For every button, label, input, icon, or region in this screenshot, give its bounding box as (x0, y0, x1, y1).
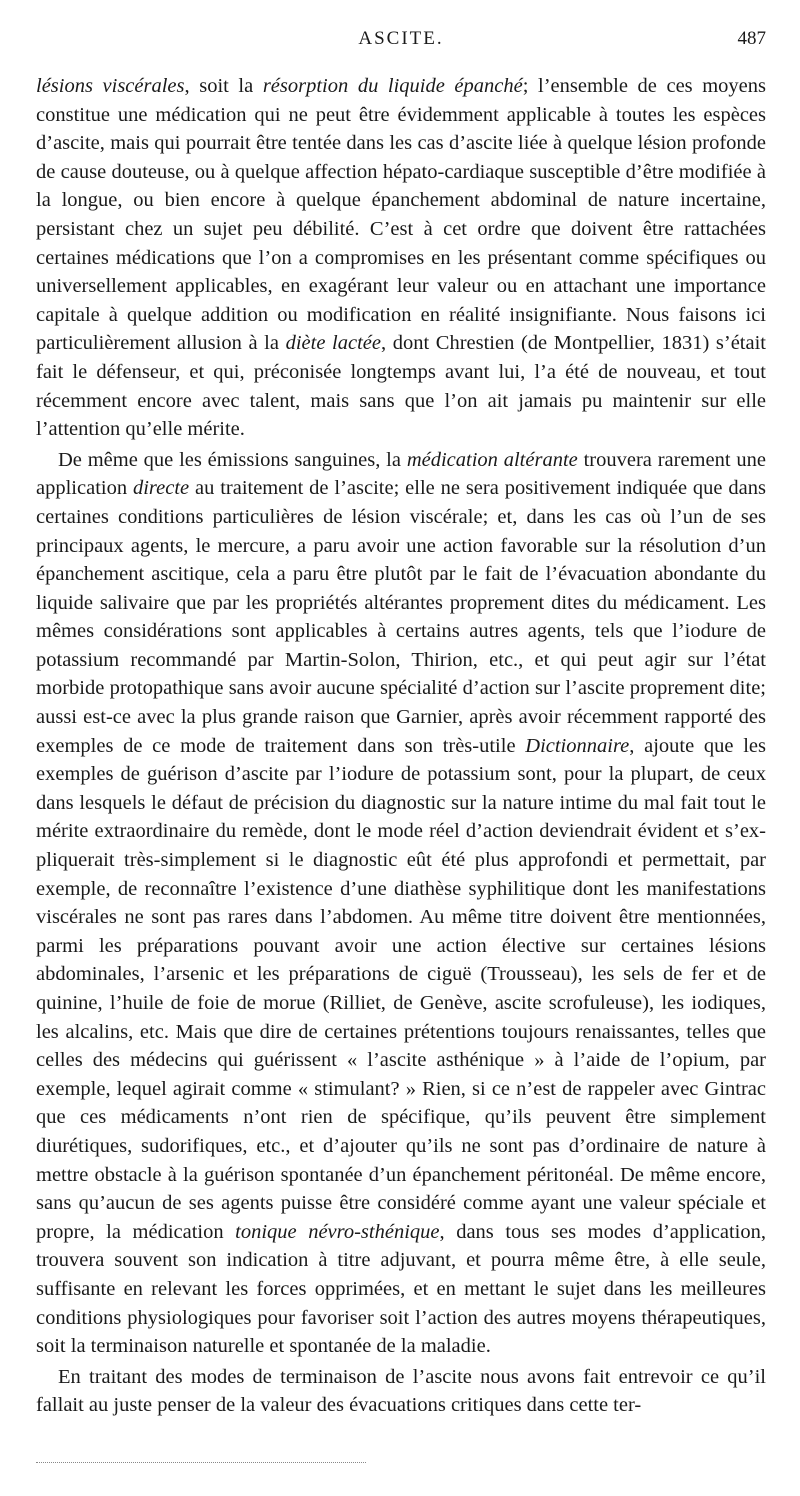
running-head (36, 28, 766, 58)
italic-text: résorption du liquide épanché (262, 75, 523, 97)
page-number: 487 (737, 28, 766, 49)
italic-text: diète lactée (285, 332, 381, 355)
italic-text: lésions viscérales (36, 75, 185, 97)
text-run: au traitement de l’ascite; elle ne sera positivement indiquée que dans certaines conditions particulières de lésion viscérale; et, dans les cas où l’un de ses principaux agents, le mercure, a paru avoir une action favorable sur la résolution d’un épanchement ascitique, cela a paru être plutôt par le fait de l’évacuation abondante du liquide salivaire que par les propriétés altérantes proprement dites du médicament. Les mêmes considérations sont applicables à certains autres agents, tels que l’iodure de potassium recommandé par Martin-Solon, Thirion, etc., et qui peut agir sur l’état morbide protopathique sans avoir aucune spécialité d’action sur l’ascite proprement dite; aussi est-ce avec la plus grande raison que Garnier, après avoir récemment rapporté des exemples de ce mode de traitement dans son très-utile (36, 477, 766, 757)
text-run: , dont Chrestien (de Montpellier, 1831) s’était fait le défenseur, et qui, préconisée longtemps avant lui, l’a été de nouveau, et tout récemment encore avec talent, mais sans que l’on ait jamais pu maintenir sur elle l’attention qu’elle mérite. (36, 332, 766, 441)
italic-text: Dictionnaire (525, 734, 630, 757)
text-run: En traitant des modes de terminaison de l’ascite nous avons fait entrevoir ce qu’il fallait au juste penser de la valeur des évacuations critiques dans cette ter- (36, 1365, 766, 1417)
text-run: De même que les émissions sanguines, la (58, 448, 407, 471)
book-page (36, 28, 766, 1420)
text-run: , dans tous ses modes d’application, trouvera souvent son indication à titre adjuvant, et pourra même être, à elle seule, suffisante en relevant les forces opprimées, et en mettant le sujet dans les meilleures conditions physiologiques pour favoriser soit l’action des autres moyens thérapeutiques, soit la terminaison naturelle et spontanée de la maladie. (36, 1220, 766, 1358)
running-title: ASCITE. (358, 28, 444, 49)
footer-rule (36, 1462, 366, 1463)
italic-text: tonique névro-sthénique (235, 1220, 440, 1243)
text-run: ; l’ensemble de ces moyens constitue une médication qui ne peut être évidemment applicable à toutes les espèces d’ascite, mais qui pourrait être tentée dans les cas d’ascite liée à quelque lésion profonde de cause douteuse, ou à quelque affection hépato-cardiaque susceptible d’être modifiée à la longue, ou bien encore à quelque épanchement abdominal de nature incertaine, persistant chez un sujet peu débilité. C’est à cet ordre que doivent être rattachées certaines médications que l’on a compromises en les présentant comme spécifiques ou universellement applicables, en exagérant leur valeur ou en attachant une importance capitale à quelque addition ou modification en réalité insignifiante. Nous faisons ici particulièrement allusion à la (36, 75, 767, 355)
paragraph (36, 1363, 766, 1420)
paragraph (36, 72, 766, 444)
body-text (36, 72, 766, 1420)
italic-text: directe (132, 477, 190, 500)
paragraph (36, 446, 766, 1361)
italic-text: médication altérante (406, 448, 578, 471)
text-run: trouvera rarement une application (36, 448, 766, 500)
text-run: , ajoute que les exemples de guérison d’ascite par l’iodure de potassium sont, pour la plupart, de ceux dans lesquels le défaut de précision du diagnostic sur la nature intime du mal fait tout le mérite extraordinaire du remède, dont le mode réel d’action deviendrait évident et s’expliquerait très-simplement si le diagnostic eût été plus approfondi et permettait, par exemple, de reconnaître l’existence d’une diathèse syphilitique dont les manifestations viscérales ne sont pas rares dans l’abdomen. Au même titre doivent être mentionnées, parmi les préparations pouvant avoir une action élective sur certaines lésions abdominales, l’arsenic et les préparations de ciguë (Trousseau), les sels de fer et de quinine, l’huile de foie de morue (Rilliet, de Genève, ascite scrofuleuse), les iodiques, les alcalins, etc. Mais que dire de certaines prétentions toujours renaissantes, telles que celles des médecins qui guérissent « l’ascite asthénique » à l’aide de l’opium, par exemple, lequel agirait comme « stimulant? » Rien, si ce n’est de rappeler avec Gintrac que ces médicaments n’ont rien de spécifique, qu’ils peuvent être simplement diurétiques, sudorifiques, etc., et d’ajouter qu’ils ne sont pas d’ordinaire de nature à mettre obstacle à la guérison spontanée d’un épanchement péritonéal. De même encore, sans qu’aucun de ses agents puisse être considéré comme ayant une valeur spéciale et propre, la médication (36, 734, 766, 1243)
text-run: , soit la (184, 75, 263, 97)
